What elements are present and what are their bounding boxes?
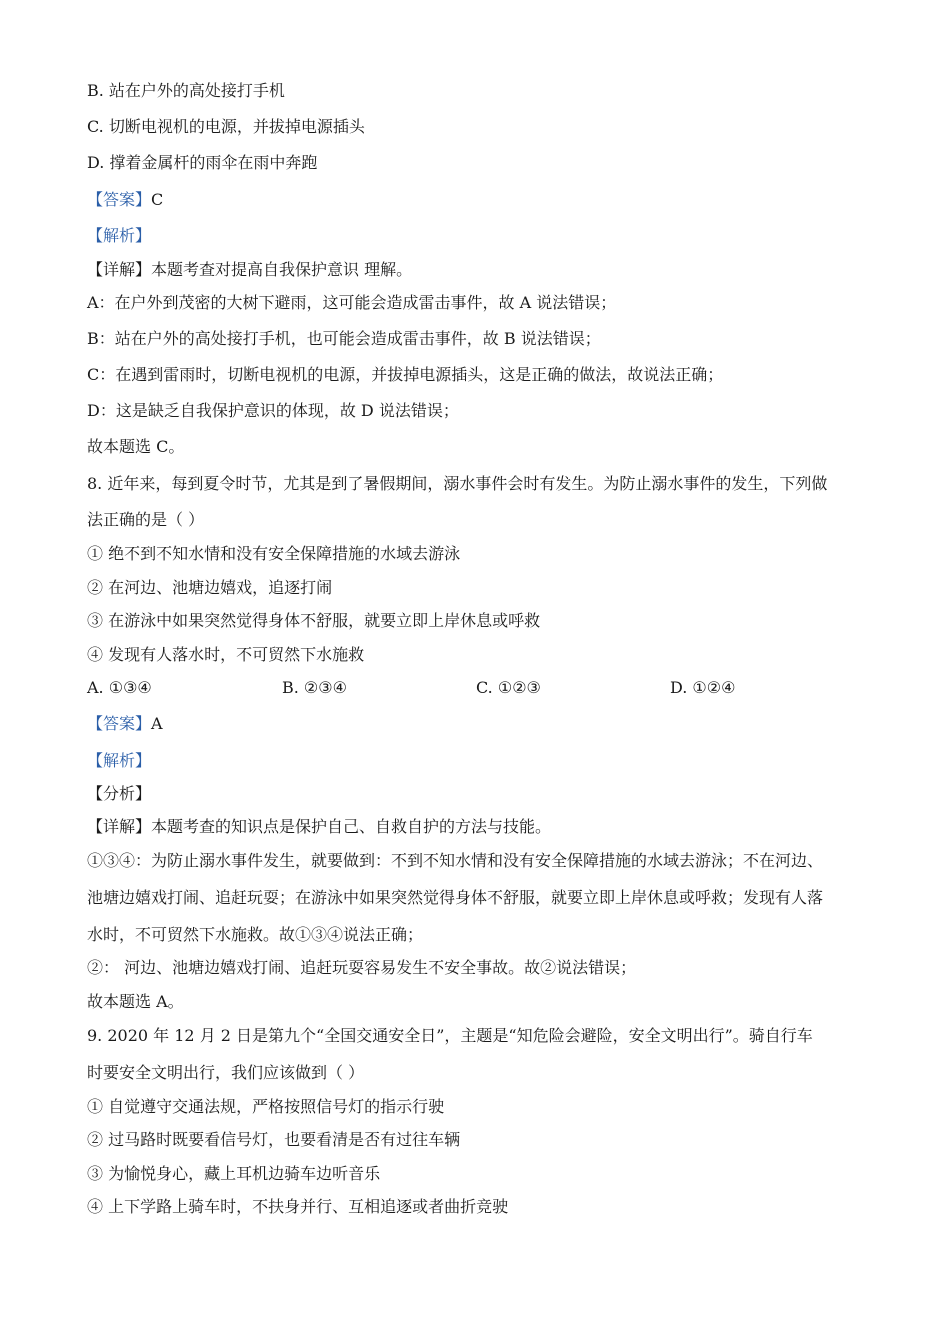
explain-line: A：在户外到茂密的大树下避雨，这可能会造成雷击事件，故 A 说法错误； (87, 293, 617, 312)
choice-b: B. ②③④ (282, 678, 347, 697)
conclusion-line: 故本题选 C。 (87, 437, 185, 456)
explain-line: ①③④：为防止溺水事件发生，就要做到：不到不知水情和没有安全保障措施的水域去游泳；不在河边、 (87, 851, 824, 870)
answer-line (87, 190, 163, 210)
fenxi-tag: 【分析】 (87, 784, 152, 803)
statement-item: ③ 为愉悦身心，藏上耳机边骑车边听音乐 (87, 1164, 381, 1183)
answer-value: A (151, 714, 163, 733)
explain-line: ②： 河边、池塘边嬉戏打闹、追赶玩耍容易发生不安全事故。故②说法错误； (87, 958, 637, 977)
conclusion-line: 故本题选 A。 (87, 992, 184, 1011)
detail-tag: 【详解】 (87, 260, 152, 279)
option-c: C. 切断电视机的电源，并拔掉电源插头 (87, 117, 365, 136)
option-d: D. 撑着金属杆的雨伞在雨中奔跑 (87, 153, 318, 172)
detail-tag: 【详解】 (87, 817, 152, 836)
statement-item: ① 绝不到不知水情和没有安全保障措施的水域去游泳 (87, 544, 461, 563)
question-8-stem: 8. 近年来，每到夏令时节，尤其是到了暑假期间，溺水事件会时有发生。为防止溺水事件的发生，下列做 (87, 474, 828, 493)
statement-item: ② 在河边、池塘边嬉戏，追逐打闹 (87, 578, 333, 597)
statement-item: ④ 发现有人落水时，不可贸然下水施救 (87, 645, 365, 664)
detail-text: 本题考查对提高自我保护意识 理解。 (151, 260, 413, 279)
question-9-stem: 9. 2020 年 12 月 2 日是第九个“全国交通安全日”，主题是“知危险会避险，安全文明出行”。骑自行车 (87, 1026, 813, 1045)
answer-value: C (151, 190, 164, 209)
answer-tag: 【答案】 (87, 714, 152, 733)
answer-line (87, 714, 163, 734)
statement-item: ④ 上下学路上骑车时，不扶身并行、互相追逐或者曲折竞驶 (87, 1197, 509, 1216)
option-b: B. 站在户外的高处接打手机 (87, 81, 285, 100)
statement-item: ③ 在游泳中如果突然觉得身体不舒服，就要立即上岸休息或呼救 (87, 611, 541, 630)
analysis-tag: 【解析】 (87, 751, 152, 770)
answer-tag: 【答案】 (87, 190, 152, 209)
explain-line: D：这是缺乏自我保护意识的体现，故 D 说法错误； (87, 401, 459, 420)
statement-item: ② 过马路时既要看信号灯，也要看清是否有过往车辆 (87, 1130, 461, 1149)
explain-line: 水时，不可贸然下水施救。故①③④说法正确； (87, 925, 424, 944)
detail-text: 本题考查的知识点是保护自己、自救自护的方法与技能。 (151, 817, 552, 836)
question-9-stem-cont: 时要安全文明出行，我们应该做到（ ） (87, 1063, 365, 1082)
statement-item: ① 自觉遵守交通法规，严格按照信号灯的指示行驶 (87, 1097, 445, 1116)
explain-line: B：站在户外的高处接打手机，也可能会造成雷击事件，故 B 说法错误； (87, 329, 601, 348)
explain-line: 池塘边嬉戏打闹、追赶玩耍；在游泳中如果突然觉得身体不舒服，就要立即上岸休息或呼救；发现有人落 (87, 888, 824, 907)
choice-d: D. ①②④ (670, 678, 736, 697)
explain-line: C：在遇到雷雨时，切断电视机的电源，并拔掉电源插头，这是正确的做法，故说法正确； (87, 365, 724, 384)
detail-line (87, 260, 412, 280)
question-8-stem-cont: 法正确的是（ ） (87, 510, 205, 529)
detail-line (87, 817, 551, 837)
choice-c: C. ①②③ (476, 678, 541, 697)
choice-a: A. ①③④ (87, 678, 152, 697)
analysis-tag: 【解析】 (87, 226, 152, 245)
